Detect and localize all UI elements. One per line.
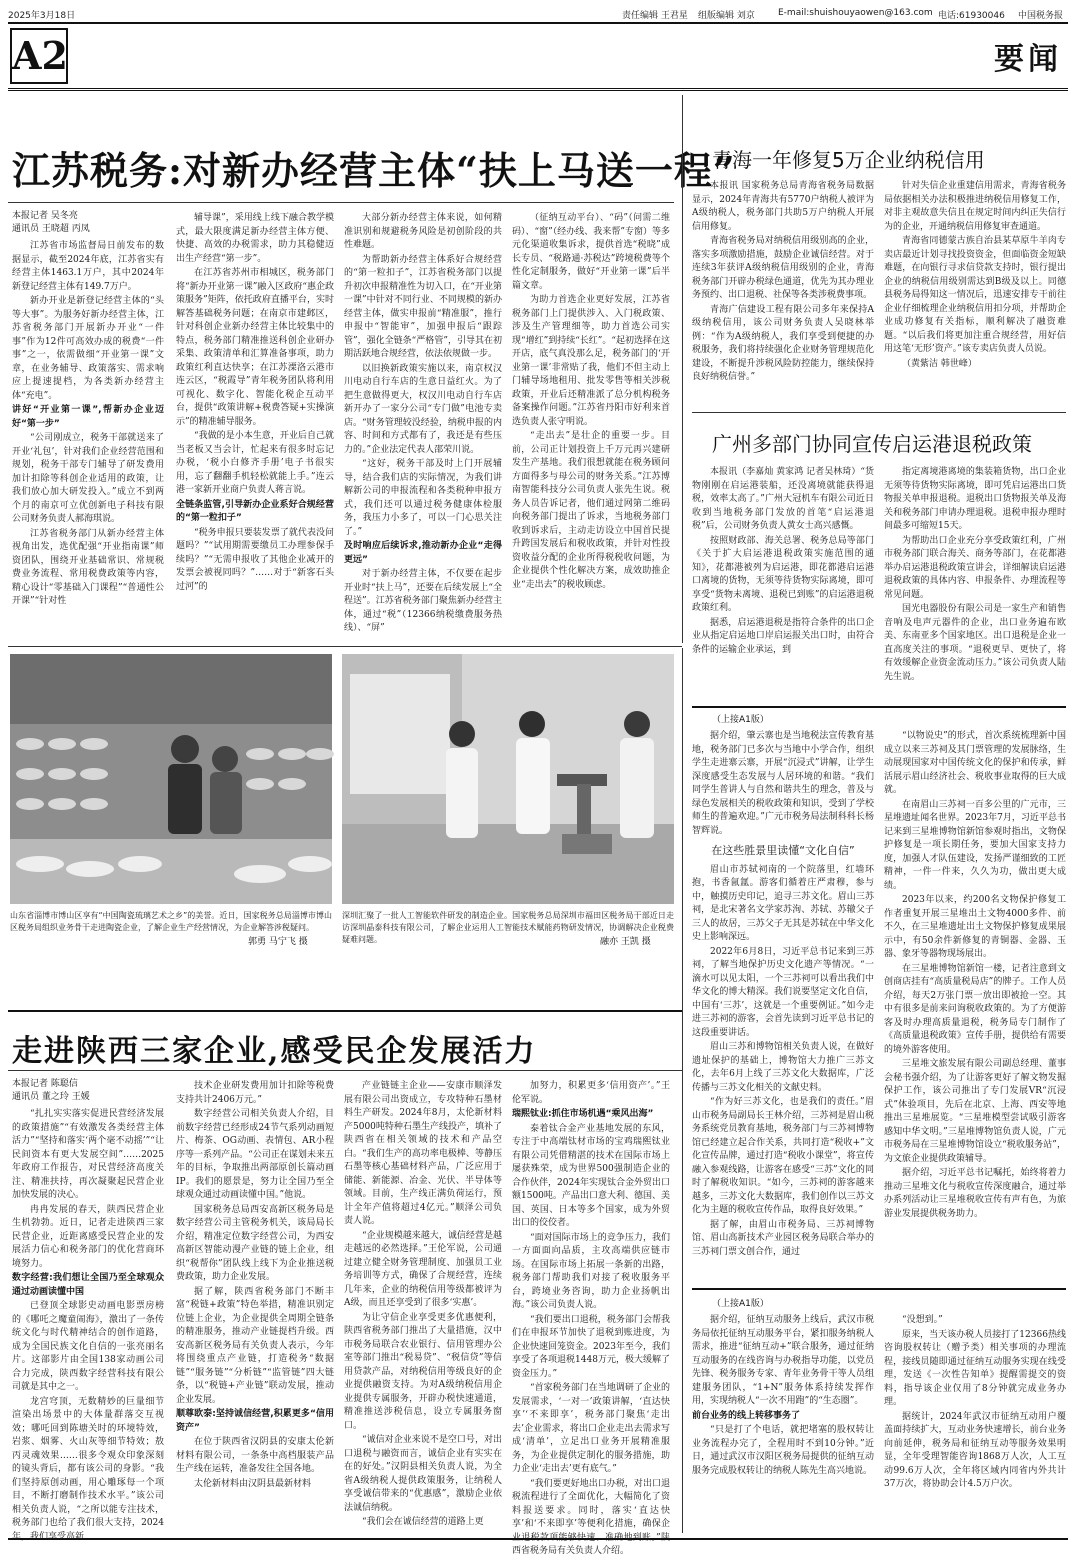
- header-rule: [8, 22, 1068, 24]
- paragraph: 在三星堆博物馆新馆一楼，记者注意到文创商店挂有“高质量税局店”的牌子。工作人员介绍，每天2万张门票一放出即被抢一空。其中有很多是前来问询税收政策的。为了方便游客及时办理高质量退税，税务局专门制作了《高质量退税政策》宣传手册，提供给有需要的境外游客使用。: [884, 963, 1066, 1055]
- paragraph: 冉冉发展的春天，陕西民营企业生机勃勃。近日，记者走进陕西三家民营企业，近距离感受民营企业的发展活力信心和税务部门的优化营商环境努力。: [12, 1204, 164, 1269]
- editor-credit: 责任编辑 王君星: [622, 11, 688, 21]
- section-rule: [8, 88, 1068, 91]
- section-title: 要闻: [994, 42, 1062, 77]
- article-headline-qinghai: 青海一年修复5万企业纳税信用: [712, 148, 985, 172]
- section-rule: [692, 706, 1066, 708]
- article-column: [12, 240, 164, 640]
- paragraph: 据介绍，习近平总书记嘱托，始终将着力推动三星堆文化与税收宣传深度融合，通过举办系列活动让三星堆税收宣传有声有色，为旅游业发展提供税务助力。: [884, 1168, 1066, 1219]
- paragraph: 据了解，陕西省税务部门不断丰富“税链+政策”特色举措，精准识别定位链上企业，为企业提供全周期全链条的精准服务，推动产业链提档升级。西安高新区税务局有关负责人表示，今年将围绕重点产业链，打造税务“数据链”“服务链”“分析链”“监管链”四大链条，以“税链+产业链”联动发展，推动企业发展。: [176, 1286, 334, 1405]
- paragraph: 针对失信企业重建信用需求，青海省税务局依据相关办法积极推进纳税信用修复工作，对非主观故意失信且在规定时间内纠正失信行为的企业，开通纳税信用修复审查通道。: [884, 181, 1066, 232]
- subheading: 瑞熙钛业:抓住市场机遇“乘风出海”: [512, 1109, 654, 1119]
- headline-rule: [8, 202, 674, 203]
- paragraph: “作为好三苏文化，也是我们的责任。”眉山市税务局副局长王林介绍，三苏祠是眉山税务系统党员教育基地，税务部门与三苏祠博物馆已经建立起合作关系，共同打造“税收+”文化宣传品牌，通过打造“税收小课堂”，将宣传融入参观线路，让游客在感受“三苏”文化的同时了解税收知识。“如今，三苏祠的游客越来越多，三苏文化大数据库，我们创作以三苏文化为主题的税收宣传作品，取得良好效果。”: [692, 1097, 874, 1215]
- article-column: [692, 1314, 874, 1534]
- section-rule: [692, 412, 1066, 413]
- subheading: 及时响应后续诉求,推动新办企业“走得更远”: [344, 541, 502, 565]
- paragraph: 已登顶全球影史动画电影票房榜的《哪吒之魔童闹海》，激出了一条传统文化与时代精神结合的创作道路，成为全国民族文化自信的一张亮丽名片。这部影片由全国138家动画公司合力完成，陕西数字经营科技有限公司就是其中之一。: [12, 1301, 164, 1392]
- article-column: [884, 466, 1066, 702]
- subheading: 在这些胜景里读懂“文化自信”: [711, 844, 855, 857]
- column-divider: [682, 648, 683, 1533]
- paragraph: 本报讯（李嘉灿 黄家鸿 记者吴林琦）“货物刚刚在启运港装船，还没离境就能获得退税，效率太高了。”广州大冠机车有限公司近日收到当地税务部门发放的首笔“启运港退税”后，公司财务负责人黄女士高兴感慨。: [692, 467, 874, 531]
- article-column: [12, 1108, 164, 1542]
- paragraph: “只是打了个电话，就把堵塞的股权转让业务流程办完了，全程用时不到10分钟。”近日，通过武汉市汉阳区税务局提供的征纳互动服务完成股权转让的纳税人陈先生高兴地说。: [692, 1425, 874, 1476]
- paragraph: 本报讯 国家税务总局青海省税务局数据显示，2024年青海共有5770户纳税人被评为A级纳税人，税务部门共助5万户纳税人开展信用修复。: [692, 181, 874, 232]
- article-headline-jiangsu: 江苏税务:对新办经营主体“扶上马送一程”: [12, 148, 736, 193]
- paragraph: 指定离境港离境的集装箱货物，出口企业无须等待货物实际离境，即可凭启运港出口货物报关单申报退税。退税出口货物报关单及海关和税务部门申请办理退税。退税申报办理时间最多可缩短15天。: [884, 467, 1066, 531]
- paragraph: “走出去”是壮企的重要一步。目前，公司正计划投资上千万元再兴建研发生产基地。我们很想就能在税务顾问方面得多与母公司的财务关系。”江苏博南智能科技分公司负责人张先生说。税务人员告诉记者，他们通过网第二维码向税务部门提出了诉求，当地税务部门收到诉求后，主动走访设立中国首民提升跨国发展后和税收政策，并针对性投资收益分配的企业所得税税收问题，为企业提供个性化解决方案，成效助推企业“走出去”的税收顾虑。: [512, 431, 670, 590]
- paragraph: 太伦新材料由汉阴县最新材料: [194, 1478, 312, 1489]
- article-column: [512, 1080, 670, 1556]
- article-column: [692, 730, 874, 1284]
- paragraph: （黄紫洁 韩世峰）: [902, 358, 977, 369]
- paragraph: “扎扎实实落实促进民营经济发展的政策措施”“有效激发各类经营主体活力”“坚持和落实‘两个毫不动摇’”“让民间资本有更大发展空间”……2025年政府工作报告，对民营经济高度关注、精准扶持，再次凝聚起民营企业加快发展的决心。: [12, 1109, 164, 1200]
- paragraph: 数字经营公司相关负责人介绍，目前数字经营已经形成24节气系列动画短片、梅茶、OG动画、表情包、AR小程序等一系列产品。“公司正在谋划未来五年的目标，争取推出两部原创长篇动画IP。我们的愿景是，努力让全国乃至全球观众通过动画读懂中国。”他说。: [176, 1109, 334, 1200]
- column-divider: [682, 95, 683, 643]
- paragraph: 眉山三苏和博物馆相关负责人说，在做好遗址保护的基础上，博物馆大力推广三苏文化，去年6月上线了三苏文化大数据库，广泛传播与三苏文化相关的文献史料。: [692, 1042, 874, 1093]
- paragraph: “以物说史”的形式，首次系统梳理新中国成立以来三苏祠及其门票管理的发展脉络，生动展现国家对中国传统文化的保护和传承，鲜活展示眉山经济社会、税收事业取得的巨大成就。: [884, 731, 1066, 795]
- article-column: [344, 212, 502, 640]
- paragraph: 龙宫穹顶，无数精妙的巨量细节渲染出场景中的大体量群落交互视效；哪吒回到陈塘关时的环境特效，岩浆、烟雾、火山灰等细节特效；敖丙灵魂效果……很多令观众印象深刻的镜头背后，都有该公司的身影。“我们坚持原创动画，用心雕琢每一个项目，不断打磨制作技术水平。”该公司相关负责人说，“之所以能专注技术，税务部门也给了我们很大支持，2024年，我们享受高新: [12, 1396, 164, 1542]
- article-column: [176, 1080, 334, 1534]
- paragraph: “面对国际市场上的竞争压力，我们一方面面向品质，主攻高端供应链市场。在国际市场上拓展一条新的出路，税务部门帮助我们对接了税收服务平台，跨境业务咨询，助力企业扬帆出海。”该公司负责人说。: [512, 1232, 670, 1310]
- article-headline-guangzhou: 广州多部门协同宣传启运港退税政策: [712, 432, 1032, 456]
- article-headline-shaanxi: 走进陕西三家企业,感受民企发展活力: [12, 1034, 537, 1069]
- photo-ceramics-factory: [10, 654, 332, 904]
- photo-ai-lab: [342, 654, 674, 904]
- paragraph: 眉山市苏轼祠南的一个院落里，红墙环抱，书香氤氲。游客们循着庄严肃穆，参与中，触摸历史印记，追寻三苏文化。眉山三苏祠，是北宋著名文学家苏洵、苏轼、苏辙父子三人的故居，三苏父子无其是苏轼在中华文化史上影响深远。: [692, 864, 874, 942]
- photo-rule: [8, 646, 682, 647]
- page-header: [8, 4, 1068, 24]
- continued-label: （上接A1版）: [712, 1299, 769, 1309]
- paragraph: “我们要更好地出口办税，对出口退税流程进行了全面优化，大幅简化了资料报送要求。同时，落实‘直达快享’和‘不来即享’等便利化措施，确保企业退税款项能够快速、准确地到账。”陕西省税务局有关负责人介绍。: [512, 1478, 670, 1556]
- paragraph: “我们要出口退税，税务部门会帮我们在申报环节加快了退税到账进度，为企业快速回笼资金。2023年至今，我们享受了各项退税1448万元，极大缓解了资金压力。”: [512, 1314, 670, 1379]
- paragraph: 原来，当天该办税人员接打了12366热线咨询股权转让（赠予类）相关事项的办理流程，接线员随即通过征纳互动服务实现在线受理，发送《一次性告知单》提醒需提交的资料，指导该企业仅用了8分钟就完成业务办理。: [884, 1329, 1066, 1407]
- paragraph: 技术企业研发费用加计扣除等税费支持共计2406万元。”: [176, 1081, 334, 1105]
- section-rule: [692, 1288, 1066, 1290]
- paragraph: “诚信对企业来说不是空口号，对出口退税与融资而言，诚信企业有实实在在的好处。”汉阴县相关负责人说，为全省A级纳税人提供政策服务，让纳税人享受诚信带来的“优惠感”，激励企业依法诚信纳税。: [344, 1435, 502, 1513]
- paragraph: 国家税务总局西安高新区税务局是数字经营公司主管税务机关，该局局长介绍，精准定位数字经营公司，为西安高新区智能动漫产业链的链上企业，组织“税帮你”团队线上线下为企业推送税费政策，助力企业发展。: [176, 1204, 334, 1282]
- paragraph: 按照财政部、海关总署、税务总局等部门《关于扩大启运港退税政策实施范围的通知》，花都港被列为启运港，即花都港启运港口离境的货物，无须等待货物实际离境，即可享受“货物未离境、退税已到账”的启运港退税政策红利。: [692, 535, 874, 613]
- paragraph: 2022年6月8日，习近平总书记来到三苏祠，了解当地保护历史文化遗产等情况。“一滴水可以见太阳，一个三苏祠可以看出我们中华文化的博大精深。我们说要坚定文化自信，中国有‘三苏’，这就是一个重要例证。”如今走进三苏祠的游客，会首先读到习近平总书记的这段重要讲话。: [692, 946, 874, 1038]
- paragraph: “首家税务部门在当地调研了企业的发展需求，‘一对一’政策讲解，‘直达快享’‘不来即享’，税务部门聚焦‘走出去’企业需求，将出口企业走出去需求写成‘清单’，立足出口业务开展精准服务，为企业提供定制化的服务措施，助力企业‘走出去’更有底气。”: [512, 1383, 670, 1474]
- byline-correspondent: 通讯员 董之玲 王媛: [12, 1092, 90, 1102]
- paragraph: 在南眉山三苏祠一百多公里的广元市，三星堆遗址闻名世界。2023年7月，习近平总书记来到三星堆博物馆新馆参观时指出，文物保护修复是一项长期任务，要加大国家支持力度，加强人才队伍建设，发扬严谨细致的工匠精神，一件一件来，久久为功，做出更大成绩。: [884, 799, 1066, 891]
- paragraph: 为助力首选企业更好发展，江苏省税务部门上门提供涉入、入门税政策、涉及生产管理细等，助力首选公司实现“增红”到持续“长红”。“起初选择在这开店，底气真没那么足，税务部门的‘开业第一课’非常贴了我，他们不但主动上门辅导场地租用、批发零售等相关涉税政策，开业后还精准派了总分机构税务备案操作问题。”江苏省丹阳市好利来首选负责人张守明说。: [512, 295, 671, 427]
- contact-phone: 电话:61930046: [938, 11, 1005, 21]
- paragraph: 对于新办经营主体，不仅要在起步开业时“扶上马”，还要在后续发展上“全程送”。江苏省税务部门聚焦新办经营主体，通过“税”（12366纳税缴费服务热线）、“屏”: [344, 569, 502, 633]
- paragraph: 据介绍，征纳互动服务上线后，武汉市税务局依托征纳互动服务平台，紧扣服务纳税人需求，推进“征纳互动+”联合服务，通过征纳互动服务的在线咨询与办税指导功能，以党员先锋、税务服务专家、青年业务骨干等人员组建服务团队，“1+N”服务体系持续发挥作用，实现纳税人“一次不用跑”的“生态圈”。: [692, 1315, 874, 1406]
- paragraph: 在位于陕西省汉阴县的安康太伦新材料有限公司，一条条中高档服装产品生产线在运转，准备发往全国各地。: [176, 1437, 334, 1474]
- byline-correspondent: 通讯员 王晓超 丙凤: [12, 224, 90, 234]
- article-column: [692, 180, 874, 408]
- byline-reporter: 本报记者 吴冬亮: [12, 211, 78, 221]
- article-column: [884, 1314, 1066, 1534]
- paragraph: 国光电器股份有限公司是一家生产和销售音响及电声元器件的企业，出口业务遍布欧美、东南亚多个国家地区。出口退税是企业一直高度关注的事项。“退税更早、更快了，将有效缓解企业资金流动压力。”该公司负责人陆先生说。: [884, 604, 1066, 682]
- newspaper-name: 中国税务报: [1018, 11, 1064, 21]
- page-number: A2: [10, 28, 68, 84]
- photo-credit-ceramics: 郭勇 马宁飞 摄: [248, 937, 308, 947]
- paragraph: 青海广信建设工程有限公司多年来保持A级纳税信用，该公司财务负责人吴晓林举例：“作为A级纳税人，我们享受到便捷的办税服务，我们将持续强化企业财务管理规范化建设，不断提升涉税风险防控能力，继续保持良好纳税信誉。”: [692, 304, 874, 382]
- subheading: 顺尊欧泰:坚持诚信经营,积累更多“信用资产”: [176, 1409, 334, 1433]
- subheading: 数字经营:我们想让全国乃至全球观众通过动画读懂中国: [12, 1273, 164, 1297]
- byline-reporter: 本报记者 陈聪信: [12, 1079, 78, 1089]
- paragraph: 江苏省税务部门从新办经营主体视角出发，选优配强“开业指南课”师资团队，围绕开业基础常识、常规税费业务流程、常用税费政策等内容，精心设计“零基础入门课程”“普通性公开课”“针对性: [12, 528, 164, 606]
- paragraph: 为帮助出口企业充分享受政策红利，广州市税务部门联合海关、商务等部门，在花都港举办启运港退税政策宣讲会，详细解读启运港退税政策的具体内容、申报条件、办理流程等常见问题。: [884, 535, 1066, 600]
- photo-caption-ai-lab: 深圳汇聚了一批人工智能软件研发的制造企业。国家税务总局深圳市福田区税务局干部近日走访深圳晶泰科技有限公司，了解企业运用人工智能技术赋能药物研发情况，协调解决企业税费疑难问题。: [342, 911, 674, 944]
- paragraph: “没想到。”: [902, 1315, 943, 1325]
- paragraph: “税务申报只要装发票了就代表没问题吗？”“试用期需要缴员工办理参保手续吗？”“无需申报收了其他企业减开的发票会被视同吗？”……对于“新客石头过河”的: [176, 527, 334, 592]
- photo-ai-lab-image: [342, 654, 674, 904]
- paragraph: 三星堆文旅发展有限公司副总经理、董事会秘书强介绍，为了让游客更好了解文物发掘保护工作，该公司推出了专门发展VR“沉浸式”体验项目，先后在北京、上海、西安等地推出三星堆展览。“三星堆模型尝试吸引游客感知中华文明。”三星堆博物馆负责人说，广元市税务局在三星堆博物馆设立“税收服务站”，为文旅企业提供政策辅导。: [884, 1059, 1066, 1164]
- photo-credit-ai-lab: 融亦 王凯 摄: [600, 937, 651, 947]
- continued-label: （上接A1版）: [712, 715, 769, 725]
- paragraph: 2023年以来，约200名文物保护修复工作者重复开展三星堆出土文物4000多件、前不久，在三星堆遗址出土文物保护修复成果展示中，有50余件新修复的青铜器、金器、玉器、象牙等器物现场展出。: [884, 895, 1066, 959]
- paragraph: 加努力，积累更多‘信用资产’。”王伦军说。: [512, 1081, 670, 1105]
- headline-rule: [8, 1070, 682, 1071]
- article-column: [884, 730, 1066, 1284]
- article-column: [884, 180, 1066, 408]
- paragraph: 在江苏省苏州市相城区，税务部门将“新办开业第一课”融入区政府“惠企政策服务”矩阵，依托政府直播平台，实时解答基础税务问题；在南京市建邺区，针对科创企业新办经营主体比较集中的特点，税务部门精准推送科创企业研办采集、政策清单和汇算准备事项，助力政策红利直达快享；在江苏溧洛云港市连云区，“税霞导”青年税务团队将利用可视化、数字化、智能化税企互动平台，提供“政策讲解+税费答疑+实操演示”的精准辅导服务。: [176, 268, 334, 427]
- article-column: [692, 466, 874, 702]
- paragraph: 为帮助新办经营主体系好合规经营的“第一粒扣子”，江苏省税务部门以提升初次申报精准性为切入口，在“开业第一课”中针对不同行业、不同规模的新办经营主体，做实申报前“精准服”，推行申报中“智能审”，加强申报后“跟踪管”，强化全链条“严格管”，引导其在初期活跃地合规经营，依法依规做一步。: [344, 254, 502, 359]
- subheading: 全链条监管,引导新办企业系好合规经营的“第一粒扣子”: [176, 499, 334, 523]
- layout-credit: 组版编辑 刘京: [698, 11, 755, 21]
- paragraph: “我们会在诚信经营的道路上更: [362, 1517, 484, 1527]
- photo-caption-ceramics: 山东省淄博市博山区享有“中国陶瓷琉璃艺术之乡”的美誉。近日，国家税务总局淄博市博山区税务局组织业务骨干走进陶瓷企业，了解企业生产经营情况，为企业解答涉税疑问。: [10, 911, 332, 932]
- paragraph: 泰着钛合金产业基地发展的东风，专注于中高端钛材市场的宝鸡瑞熙钛业有限公司凭借精湛的技术在国际市场上屡获殊荣，成为世界500强制造企业的合作伙伴，2024年实现钛合金外贸出口额1500吨。产品出口意大利、德国、美国、英国、日本等多个国家，成为外贸出口的佼佼者。: [512, 1123, 670, 1228]
- paragraph: （征纳互动平台）、“码”（问需二维码）、“窗”（经办线、我来帮”专窗）等多元化渠道收集诉求，提供首选“税晓”成长专员、“税路通·苏税达”跨境税费等个性化定制服务，做好“开业第一课”后半篇文章。: [512, 213, 670, 291]
- paragraph: 辅导课”，采用线上线下融合教学模式，最大限度满足新办经营主体方便、快捷、高效的办税需求，助力其稳健迈出生产经营“第一步”。: [176, 213, 334, 264]
- photo-ceramics-image: [10, 654, 332, 904]
- paragraph: “企业规模越来越大，诚信经营是越走越远的必然选择。”王伦军说，公司通过建立健全财务管理制度、加强员工业务培训等方式，确保了合规经营，连续几年来，企业的纳税信用等级都被评为A级，而且还享受到了很多‘实惠’。: [344, 1230, 502, 1308]
- paragraph: 据了解，由眉山市税务局、三苏祠博物馆、眉山高新技术产业园区税务局联合举办的三苏祠门票文创合作，通过: [692, 1219, 874, 1257]
- paragraph: “公司刚成立，税务干部就送来了开业‘礼包’，针对我们企业经营范围和规划，税务干部专门辅导了研发费用加计扣除等科创企业适用的政策，让我们放心加大研发投入。”成立不到两个月的南京可立优创新电子科技有限公司财务负责人郝海琪说。: [12, 433, 164, 524]
- paragraph: 大部分新办经营主体来说，如何精准识别和规避税务风险是初创阶段的共性难题。: [344, 213, 502, 250]
- subheading: 前台业务的线上转移事务了: [692, 1410, 801, 1421]
- subheading: 讲好“开业第一课”,帮新办企业迈好“第一步”: [12, 405, 164, 429]
- article-column: [344, 1080, 502, 1534]
- paragraph: 青海省税务局对纳税信用级别高的企业，落实多项激励措施，鼓励企业诚信经营。对于连续3年获评A级纳税信用级别的企业，青海税务部门开辟办税绿色通道，优先为其办理业务预约、出口退税、社保等各类涉税费事项。: [692, 236, 874, 300]
- paragraph: “这好，税务干部及时上门开展辅导，结合我们店的实际情况，为我们讲解新公司的申报流程和各类税种申报方式，我们还可以通过税务健康体检服务，我压力小多了，可以一门心思关注了。”: [344, 459, 502, 537]
- paragraph: 以旧换新政策实施以来，南京权汉川电动自行车店的生意日益红火。为了把生意做得更大，权汉川电动自行车店新开办了一家分公司“专门做”电池专卖店。“财务管理较没经验，纳税申报的内容、时间和方式都有了，我还是有些压力的。”企业法定代表人邵荣川说。: [344, 363, 502, 455]
- section-rule: [8, 1010, 682, 1012]
- paragraph: 据悉，启运港退税是指符合条件的出口企业从指定启运地口岸启运报关出口时，由符合条件的运输企业承运，到: [692, 617, 874, 655]
- paragraph: 据统计，2024年武汉市征纳互动用户覆盖面持续扩大，互动业务快速增长，前台业务向前延伸，税务局和征纳互动等服务效果明显，全年受理智能咨询1868万人次，人工互动99.6万人次，全年将区域内同省内外共计37万次，将协助会计4.5万户次。: [884, 1411, 1066, 1489]
- article-column: [512, 212, 670, 640]
- issue-date: 2025年3月18日: [8, 11, 76, 21]
- article-column: [176, 212, 334, 640]
- contact-email[interactable]: E-mail:shuishouyaowen@163.com: [778, 8, 933, 18]
- paragraph: 新办开业是新登记经营主体的“头等大事”。为服务好新办经营主体，江苏省税务部门开展新办开业“一件事”作为12件可高效办成的税费“一件事”之一，依需做细“开业第一课”文章，在业务辅导、政策落实、需求响应上提速提档，为各类新办经营主体“充电”。: [12, 296, 164, 401]
- paragraph: 产业链链主企业——安康市顺泽发展有限公司出资成立，专攻特种石墨材料生产研发。2024年8月，太伦新材料产5000吨特种石墨生产线投产，填补了陕西省在相关领域的技术和产品空白。“我们生产的高功率电极棒、等静压石墨等核心基础材料产品，广泛应用于储能、新能源、冶金、光伏、半导体等领域。目前，生产线正满负荷运行，预计全年产值将超过4亿元。”顺泽公司负责人说。: [344, 1081, 502, 1226]
- paragraph: 据介绍，肇云寨也是当地税法宣传教育基地，税务部门已多次与当地中小学合作，组织学生走进寨云寨，开展“沉浸式”讲解，让学生深度感受生态发展与人居环境的和谐。“我们同学生普讲人与自然和谐共生的理念，普及与绿色发展相关的税收政策和知识，受到了学校师生的普遍欢迎。”广元市税务局法制科科长杨智辉说。: [692, 731, 874, 836]
- paragraph: 青海省同德蒙古族自治县某草原牛羊肉专卖店最近计划寻找投资资金，但面临资金短缺难题，在向银行寻求信贷款支持时，银行提出企业的纳税信用级别需达到B级及以上。同德县税务局得知这一情况后，迅速安排专干前往企业仔细梳理企业纳税信用扣分项，并帮助企业成功修复有关指标，顺利解决了融资难题。“以后我们将更加注重合规经营，用好信用这笔‘无形’资产。”该专卖店负责人员说。: [884, 236, 1066, 354]
- paragraph: 为让守信企业享受更多优惠便利，陕西省税务部门推出了大量措施，汉中市税务局联合农业银行、信用管理办公室等部门推出“税易贷”、“税信贷”等信用贷款产品，对纳税信用等级良好的企业提供融资支持。为对A级纳税信用企业提供专属服务，开辟办税快速通道，精准推送涉税信息，设立专属服务窗口。: [344, 1312, 502, 1431]
- footer-rule: [8, 1538, 1068, 1540]
- paragraph: 江苏省市场监督局日前发布的数据显示，截至2024年底，江苏省实有经营主体1463.1万户，其中2024年新登记经营主体有149.7万户。: [12, 241, 164, 292]
- paragraph: “我做的是小本生意，开业后自己就当老板又当会计，忙起来有很多时忘记办税，‘税小白修齐手册’电子书很实用，忘了翻翻手机轻松就能上手。”连云港一家新开业商户负责人蒋言说。: [176, 431, 334, 495]
